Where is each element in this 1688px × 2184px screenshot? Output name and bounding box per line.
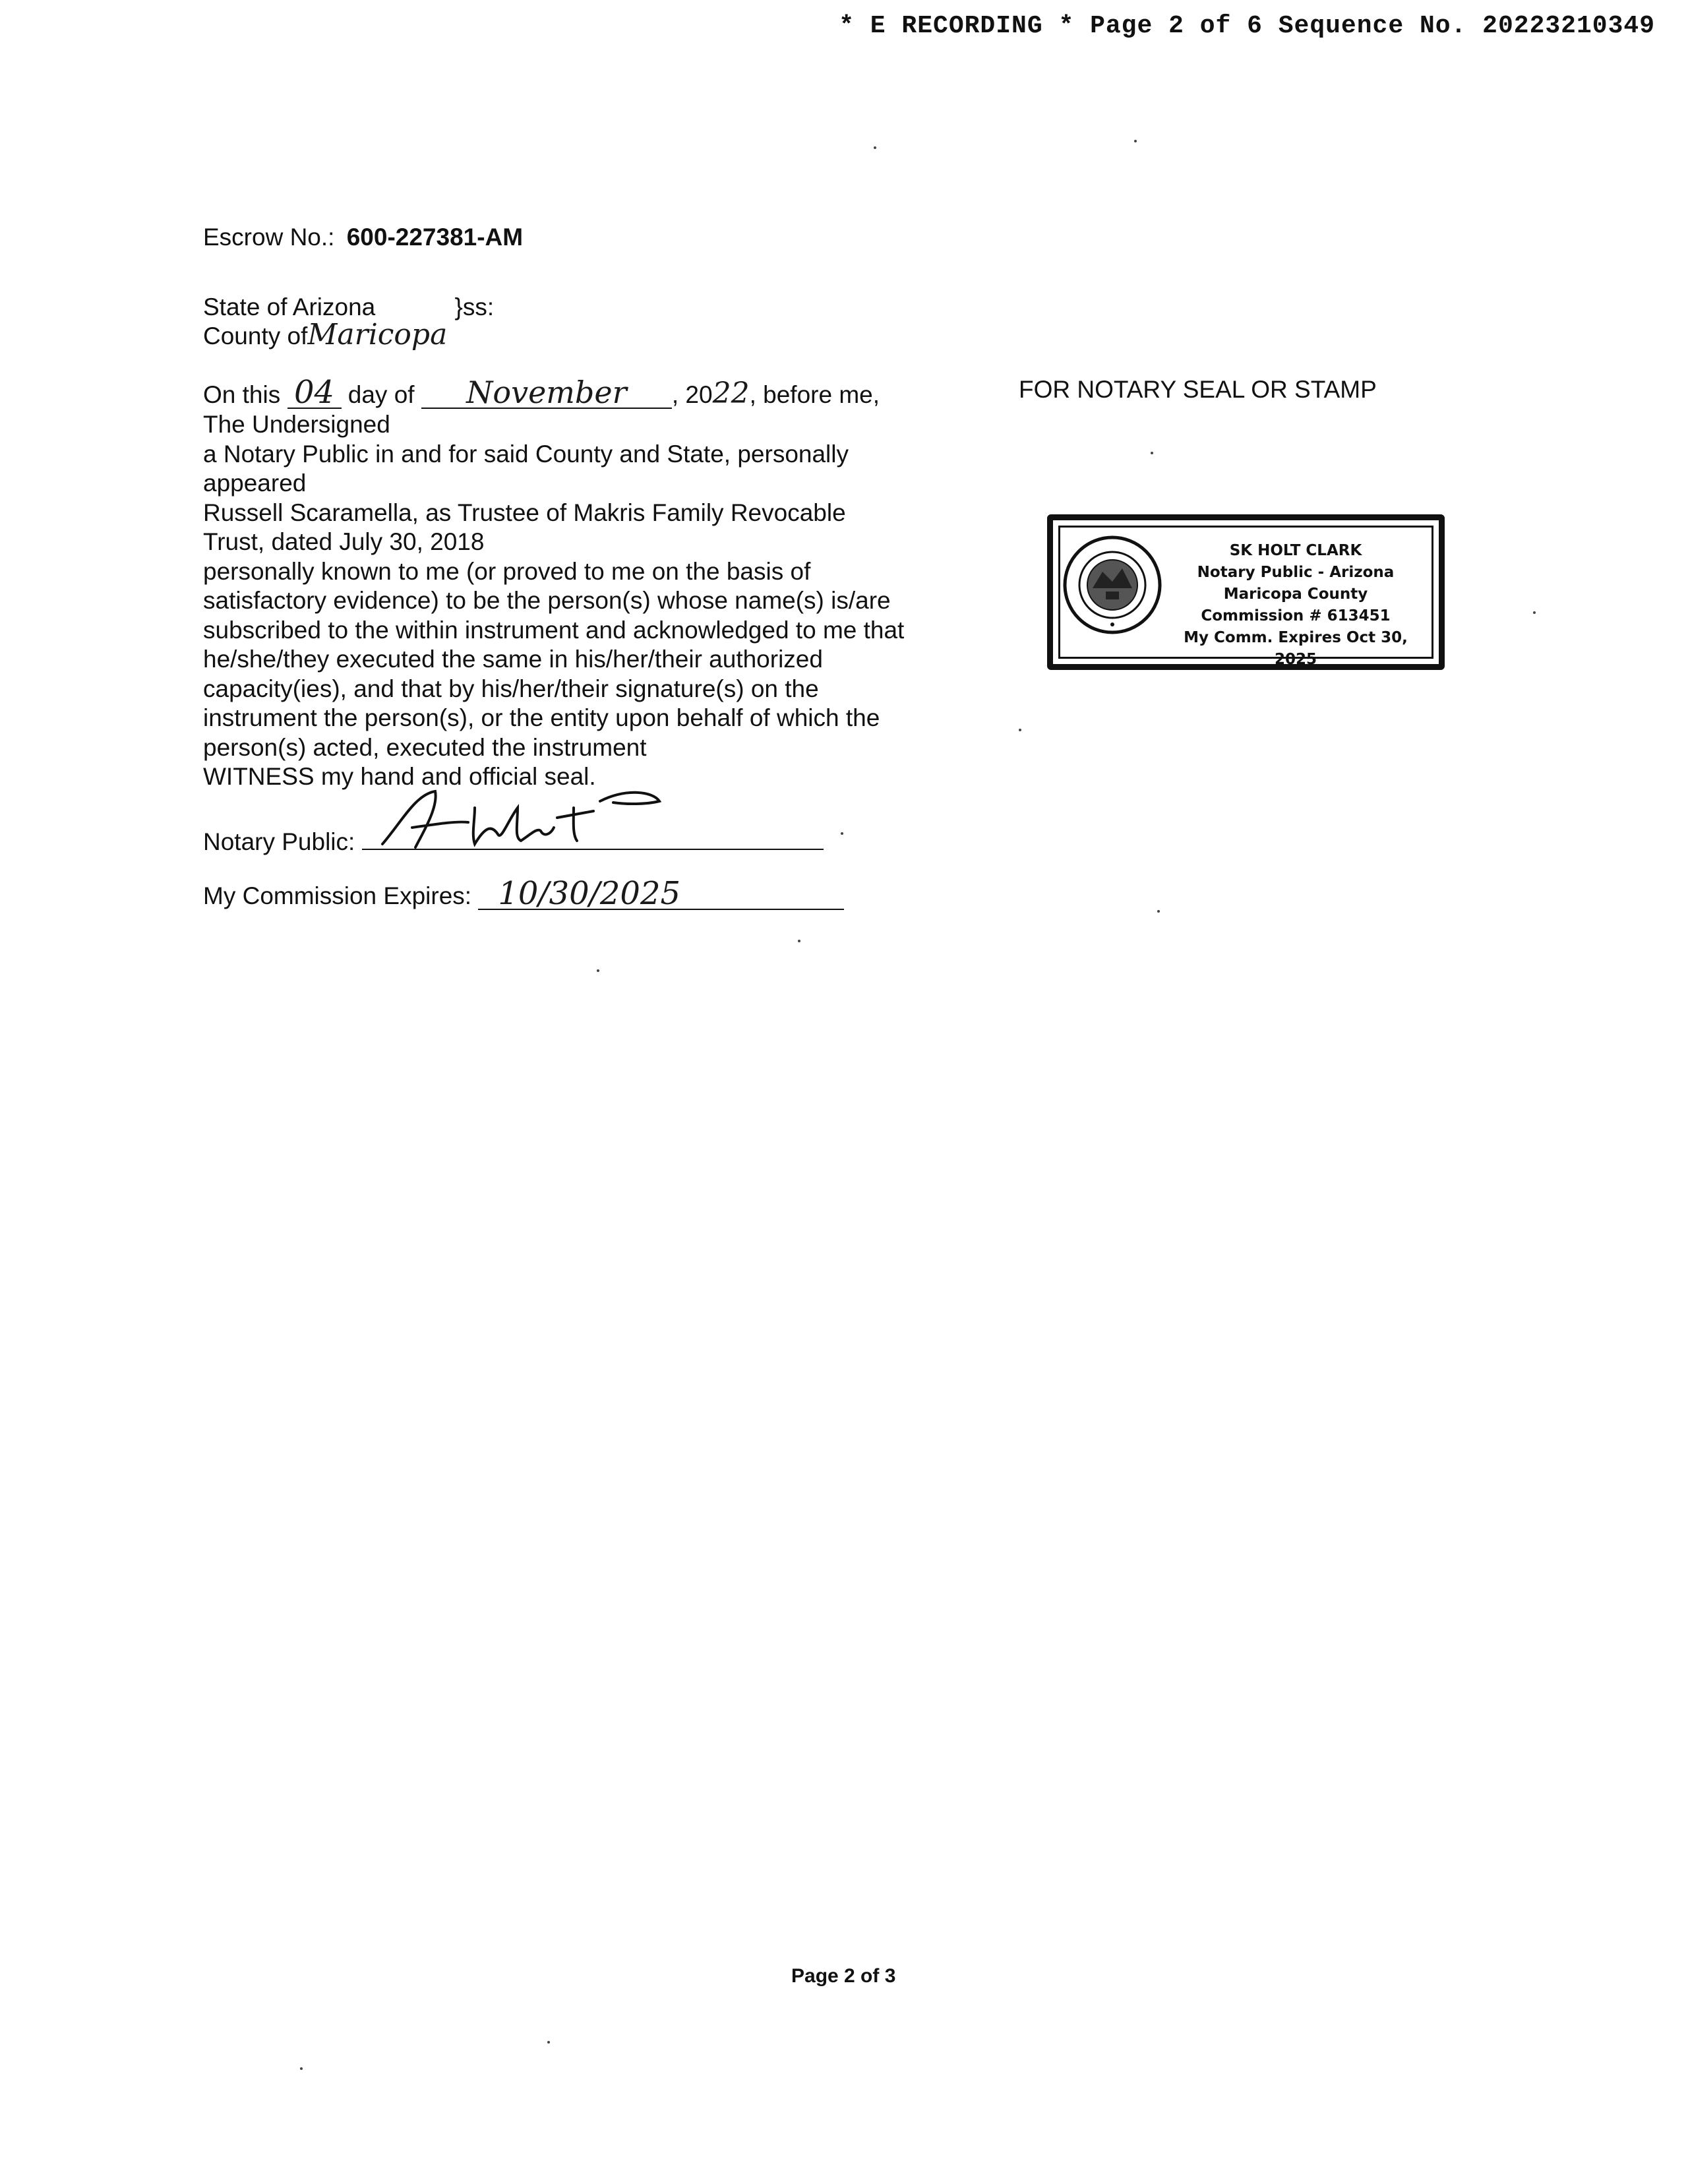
escrow-number: 600-227381-AM xyxy=(346,224,524,251)
ack-line: subscribed to the within instrument and acknowledged to me that xyxy=(203,616,905,644)
ack-line: a Notary Public in and for said County and State, personally xyxy=(203,440,849,468)
ack-line: personally known to me (or proved to me on the basis of xyxy=(203,557,811,585)
scan-speck xyxy=(300,2067,303,2070)
year-handwritten: 22 xyxy=(712,377,750,410)
date-line xyxy=(203,374,880,411)
commission-line xyxy=(203,875,844,912)
county-handwritten: Maricopa xyxy=(307,318,448,351)
stamp-line: Commission # 613451 xyxy=(1201,607,1391,624)
month-handwritten: November xyxy=(421,378,672,409)
scan-speck xyxy=(1134,140,1137,142)
notary-stamp xyxy=(1047,514,1445,670)
day-of-text: day of xyxy=(347,381,415,408)
scan-speck xyxy=(1151,452,1153,454)
commission-label: My Commission Expires: xyxy=(203,882,472,909)
ack-line: capacity(ies), and that by his/her/their signature(s) on the xyxy=(203,675,819,702)
escrow-label: Escrow No.: xyxy=(203,224,335,251)
ss-text: }ss: xyxy=(454,293,495,320)
ack-line: WITNESS my hand and official seal. xyxy=(203,763,596,790)
scan-speck xyxy=(547,2041,550,2044)
ack-line: Trust, dated July 30, 2018 xyxy=(203,528,485,555)
page-footer: Page 2 of 3 xyxy=(791,1965,896,1987)
stamp-line: My Comm. Expires Oct 30, 2025 xyxy=(1184,629,1408,668)
notary-signature xyxy=(376,781,666,854)
arizona-seal-icon xyxy=(1060,532,1165,638)
seal-area-label: FOR NOTARY SEAL OR STAMP xyxy=(1019,376,1377,403)
scan-speck xyxy=(874,146,876,149)
stamp-line: SK HOLT CLARK xyxy=(1229,542,1362,559)
stamp-line: Maricopa County xyxy=(1223,586,1368,603)
year-prefix: , 20 xyxy=(671,381,713,408)
before-me-text: , before me, xyxy=(749,381,880,408)
state-text: State of Arizona xyxy=(203,293,376,320)
ack-line: instrument the person(s), or the entity upon behalf of which the xyxy=(203,704,880,731)
ack-line: satisfactory evidence) to be the person(s) whose name(s) is/are xyxy=(203,587,891,614)
county-label: County of xyxy=(203,322,308,349)
day-handwritten: 04 xyxy=(287,378,342,409)
on-this-text: On this xyxy=(203,381,281,408)
ack-line: Russell Scaramella, as Trustee of Makris Family Revocable xyxy=(203,499,846,526)
ack-line: person(s) acted, executed the instrument xyxy=(203,733,647,761)
stamp-text-block xyxy=(1170,540,1421,671)
notary-public-label: Notary Public: xyxy=(203,828,355,855)
commission-handwritten: 10/30/2025 xyxy=(478,879,844,910)
scan-speck xyxy=(1157,910,1160,913)
ack-line: appeared xyxy=(203,470,307,497)
ack-line: The Undersigned xyxy=(203,411,390,438)
ack-line: he/she/they executed the same in his/her/their authorized xyxy=(203,646,823,673)
recording-header: * E RECORDING * Page 2 of 6 Sequence No. 20223210349 xyxy=(839,12,1655,40)
acknowledgment-body xyxy=(203,410,904,792)
scan-speck xyxy=(841,832,843,835)
scan-speck xyxy=(1019,729,1021,731)
county-line xyxy=(203,320,447,351)
scan-speck xyxy=(1533,611,1536,614)
scan-speck xyxy=(597,969,599,972)
escrow-line xyxy=(203,223,523,253)
scan-speck xyxy=(798,940,800,942)
stamp-line: Notary Public - Arizona xyxy=(1197,564,1395,581)
